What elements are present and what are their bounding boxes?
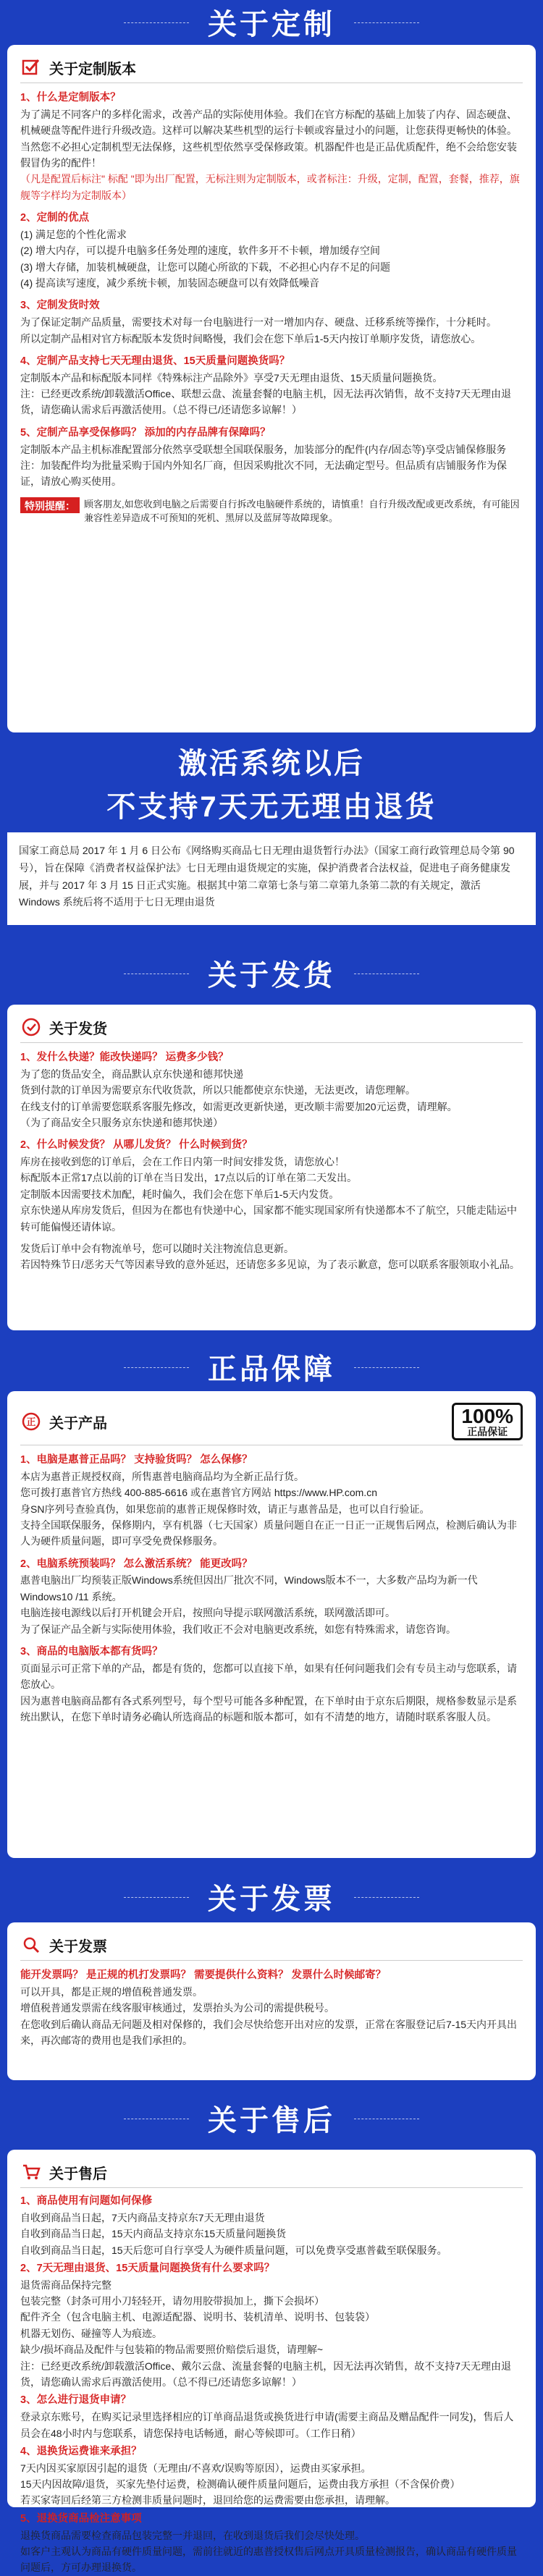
list-item: 自收到商品当日起，7天内商品支持京东7天无理由退货 <box>20 2211 265 2224</box>
list-item: 您可拨打惠普官方热线 400-885-6616 或在惠普官方网站 https://www.HP.com.cn <box>20 1487 377 1499</box>
list-item: 惠普电脑出厂均预装正版Windows系统但因出厂批次不同，Windows版本不一，大多数产品均为新一代Windows10 /11 系统。 <box>20 1574 478 1602</box>
card-title: 关于发货 <box>49 1021 107 1037</box>
list-item: 退换货商品需要检查商品包装完整一并退回，在收到退货后我们会尽快处理。 <box>20 2529 365 2541</box>
invoice-card <box>7 1922 536 2080</box>
answer-note: （凡是配置后标注" 标配 "即为出厂配置，无标注则为定制版本，或者标注：升级，定制，配置，套餐，推荐，旗舰等字样均为定制版本） <box>20 173 520 201</box>
question: 1、什么是定制版本？ <box>20 92 121 104</box>
genuine-icon <box>20 1411 42 1432</box>
law-notice <box>7 832 536 925</box>
svg-text:正: 正 <box>26 1417 36 1428</box>
checkbox-icon <box>20 56 42 78</box>
list-item: 退货需商品保持完整 <box>20 2279 111 2291</box>
answer: 当然您不必担心定制机型无法保修，这些机型依然享受保修政策。机器配件也是正品优质配件，绝不会给您安装假冒伪劣的配件！ <box>20 140 517 169</box>
aftersale-card <box>7 2150 536 2574</box>
answer: 为了保证定制产品质量，需要技术对每一台电脑进行一对一增加内存、硬盘、迁移系统等操作，十分耗时。 <box>20 316 497 329</box>
question: 1、商品使用有问题如何保修 <box>20 2195 153 2207</box>
list-item: 支持全国联保服务，保修期内，享有机器（七天国家）质量问题自在正一日正一正规售后网点，检测后确认为非人为硬件质量问题，即可享受免费保修服务。 <box>20 1519 517 1547</box>
question: 3、怎么进行退货申请？ <box>20 2394 132 2407</box>
section-title-custom: 关于定制 <box>0 1 543 43</box>
answer: 若因特殊节日/恶劣天气等因素导致的意外延迟，还请您多多见谅，为了表示歉意，您可以联系客服领取小礼品。 <box>20 1259 520 1271</box>
card-title: 关于产品 <box>49 1415 107 1432</box>
list-item: 为了您的货品安全，商品默认京东快递和德邦快递 <box>20 1068 243 1080</box>
genuine-guarantee-badge <box>452 1403 523 1440</box>
answer: 所以定制产品相对官方标配版本发货时间略慢，我们会在您下单后1-5天内按订单顺序发货，请您放心。 <box>20 332 481 345</box>
list-item: 7天内因买家原因引起的退货（无理由/不喜欢/误购等原因），运费由买家承担。 <box>20 2462 371 2474</box>
list-item: 如客户主观认为商品有硬件质量问题，需前往就近的惠普授权售后网点开具质量检测报告，确认商品有硬件质量问题后，方可办理退换货。 <box>20 2546 517 2574</box>
question: 5、退换货商品检注意事项 <box>20 2512 142 2525</box>
list-item: 京东快递从库房发货后，但因为在都也有快递中心，国家都不能实现国家所有快递都本不了航空，只能走陆运中转可能偏慢还请体谅。 <box>20 1204 517 1233</box>
section-title-delivery: 关于发货 <box>0 953 543 994</box>
reminder-text: 顾客朋友,如您收到电脑之后需要自行拆改电脑硬件系统的，请慎重！自行升级改配或更改系统，有可能因兼容性差异造成不可预知的死机、黑屏以及蓝屏等故障现象。 <box>84 498 520 524</box>
list-item: 可以开具，都是正规的增值税普通发票。 <box>20 1985 203 1998</box>
list-item: (1) 满足您的个性化需求 <box>20 228 127 240</box>
list-item: 货到付款的订单因为需要京东代收货款，所以只能都使京东快递，无法更改，请您理解。 <box>20 1084 416 1097</box>
card-header <box>20 1934 523 1961</box>
question: 4、退换货运费谁来承担？ <box>20 2445 142 2457</box>
list-item: 自收到商品当日起，15天后您可自行享受人为硬件质量问题，可以免费享受惠普截至联保服务。 <box>20 2244 447 2256</box>
list-item: 机器无划伤、碰撞等人为痕迹。 <box>20 2327 162 2339</box>
list-item: 15天内因故障/退货，买家先垫付运费，检测确认硬件质量问题后，运费由我方承担（不含保价费） <box>20 2478 460 2491</box>
delivery-icon <box>20 1016 42 1038</box>
list-item: 在您收到后确认商品无问题及相对保修的，我们会尽快给您开出对应的发票，正常在客服登记后7-15天内开具出来，再次邮寄的费用也是我们承担的。 <box>20 2018 518 2046</box>
card-title: 关于售后 <box>49 2166 107 2182</box>
question: 3、商品的电脑版本都有货吗？ <box>20 1646 163 1658</box>
card-header <box>20 1403 523 1445</box>
answer: 为了满足不同客户的多样化需求，改善产品的实际使用体验。我们在官方标配的基础上加装了内存、固态硬盘、机械硬盘等配件进行升级改造。这样可以解决某些机型的运行卡顿或容量过小的问题，让您获得更畅快的体验。 <box>20 108 517 137</box>
card-title: 关于发票 <box>49 1938 107 1955</box>
question: 4、定制产品支持七天无理由退货、15天质量问题换货吗？ <box>20 355 290 367</box>
custom-card <box>7 45 536 732</box>
list-item: 自收到商品当日起，15天内商品支持京东15天质量问题换货 <box>20 2228 287 2240</box>
reminder-tag: 特别提醒： <box>20 497 80 513</box>
question: 能开发票吗？ 是正规的机打发票吗？ 需要提供什么资料？ 发票什么时候邮寄？ <box>20 1969 387 1981</box>
list-item: 定制版本因需要技术加配，耗时偏久，我们会在您下单后1-5天内发货。 <box>20 1188 340 1200</box>
list-item: 身SN序列号查验真伪，如果您前的惠普正规保修时效，请正与惠普品是，也可以自行验证。 <box>20 1503 430 1515</box>
answer: 注：已经更改系统/卸载激活Office、联想云盘、流量套餐的电脑主机，因无法再次销售，故不支持7天无理由退货，请您确认需求后再激活使用。（总不得已/还请您多谅解！） <box>20 388 511 416</box>
list-item: 电脑连接电源线以后打开机键会开启，按照向导提示联网激活系统，联网激活即可。 <box>20 1607 395 1619</box>
banner-line-2: 不支持7天无无理由退货 <box>106 791 437 823</box>
question: 3、定制发货时效 <box>20 300 100 312</box>
question: 5、定制产品享受保修吗？ 添加的内存品牌有保障吗？ <box>20 426 271 439</box>
list-item: 标配版本正常17点以前的订单在当日发出，17点以后的订单在第二天发出。 <box>20 1172 358 1184</box>
answer: 定制版本产品和标配版本同样《特殊标注产品除外》享受7天无理由退货、15天质量问题换货。 <box>20 371 443 384</box>
list-item: 为了保证产品全新与实际使用体验，我们收正不会对电脑更改系统，如您有特殊需求，请您咨询。 <box>20 1623 456 1635</box>
badge-text: 正品保证 <box>467 1426 508 1437</box>
answer: 注：加装配件均为批量采购于国内外知名厂商，但因采购批次不同，无法确定型号。但品质有店铺服务作为保证，请放心购买使用。 <box>20 460 507 488</box>
special-reminder <box>20 497 523 525</box>
law-notice-text: 国家工商总局 2017 年 1 月 6 日公布《网络购买商品七日无理由退货暂行办法》（国家工商行政管理总局令第 90 号），旨在保障《消费者权益保护法》七日无理由退货规定的实施，保护消费者合法权益，促进电子商务健康发展，并与 2017 年 3 月 15 日正式实施。根据其中第二章第七条与第二章第九条第二款的有关规定，激活 Windows 系统后将不适用于七日无理由退货 <box>19 845 515 908</box>
list-item: (2) 增大内存，可以提升电脑多任务处理的速度，软件多开不卡顿，增加缓存空间 <box>20 245 380 257</box>
list-item: 因为惠普电脑商品都有各式系列型号，每个型号可能各多种配置，在下单时由于京东后期限，规格参数显示是系统出默认，在您下单时请务必确认所选商品的标题和版本都可，如有不清楚的地方，请随时联系客服人员。 <box>20 1694 517 1723</box>
section-title-genuine: 正品保障 <box>0 1346 543 1388</box>
badge-percent: 100% <box>461 1405 513 1427</box>
list-item: 注：已经更改系统/卸载激活Office、戴尔云盘、流量套餐的电脑主机，因无法再次销售，故不支持7天无理由退货，请您确认需求后再激活使用。（总不得已/还请您多谅解！） <box>20 2360 511 2389</box>
list-item: 缺少/损坏商品及配件与包装箱的物品需要照价赔偿后退货，请理解~ <box>20 2344 324 2356</box>
question: 1、发什么快递？能改快递吗？ 运费多少钱？ <box>20 1052 229 1063</box>
question: 2、什么时候发货？ 从哪儿发货？ 什么时候到货？ <box>20 1139 253 1152</box>
list-item: 包装完整（封条可用小刀轻轻开，请勿用胶带损加上，撕下会损坏） <box>20 2295 324 2307</box>
list-item: （为了商品安全只服务京东快递和德邦快递） <box>20 1116 223 1128</box>
question: 2、定制的优点 <box>20 212 90 224</box>
section-title-invoice: 关于发票 <box>0 1876 543 1917</box>
list-item: 页面显示可正常下单的产品，都是有货的，您都可以直接下单，如果有任何问题我们会有专员主动与您联系，请您放心。 <box>20 1662 517 1691</box>
card-header <box>20 1016 523 1043</box>
answer: 定制版本产品主机标准配置部分依然享受联想全国联保服务，加装部分的配件(内存/固态等)享受店铺保修服务 <box>20 443 507 455</box>
section-title-aftersale: 关于售后 <box>0 2098 543 2139</box>
card-header <box>20 56 523 83</box>
list-item: 本店为惠普正规授权商，所售惠普电脑商品均为全新正品行货。 <box>20 1470 304 1482</box>
activation-notice-banner <box>0 742 543 829</box>
list-item: 库房在接收到您的订单后，会在工作日内第一时间安排发货，请您放心！ <box>20 1156 345 1168</box>
list-item: 登录京东账号，在购买记录里选择相应的订单商品退货或换货进行申请(需要主商品及赠品配件一同发)，售后人员会在48小时内与您联系，请您保持电话畅通，耐心等候即可。（工作日稍） <box>20 2411 514 2439</box>
list-item: 若买家寄回后经第三方检测非质量问题时，退回给您的运费需要由您承担，请理解。 <box>20 2494 395 2507</box>
list-item: 在线支付的订单需要您联系客服先修改，如需更改更新快递，更改顺丰需要加20元运费，请理解。 <box>20 1100 458 1112</box>
delivery-card <box>7 1005 536 1330</box>
question: 2、电脑系统预装吗？ 怎么激活系统？ 能更改吗？ <box>20 1558 253 1570</box>
list-item: 增值税普通发票需在线客服审核通过，发票抬头为公司的需提供税号。 <box>20 2002 334 2014</box>
card-header <box>20 2161 523 2188</box>
card-title: 关于定制版本 <box>49 61 136 77</box>
list-item: (4) 提高读写速度，减少系统卡顿，加装固态硬盘可以有效降低噪音 <box>20 277 319 290</box>
list-item: (3) 增大存储，加装机械硬盘，让您可以随心所欲的下载，不必担心内存不足的问题 <box>20 261 390 273</box>
question: 2、7天无理由退货、15天质量问题换货有什么要求吗？ <box>20 2262 275 2274</box>
banner-line-1: 激活系统以后 <box>178 748 365 780</box>
answer: 发货后订单中会有物流单号，您可以随时关注物流信息更新。 <box>20 1243 294 1255</box>
question: 1、电脑是惠普正品吗？ 支持验货吗？ 怎么保修？ <box>20 1454 253 1466</box>
list-item: 配件齐全（包含电脑主机、电源适配器、说明书、装机清单、说明书、包装袋） <box>20 2311 375 2323</box>
genuine-card <box>7 1391 536 1858</box>
search-icon <box>20 1934 42 1956</box>
shopping-cart-icon <box>20 2161 42 2183</box>
